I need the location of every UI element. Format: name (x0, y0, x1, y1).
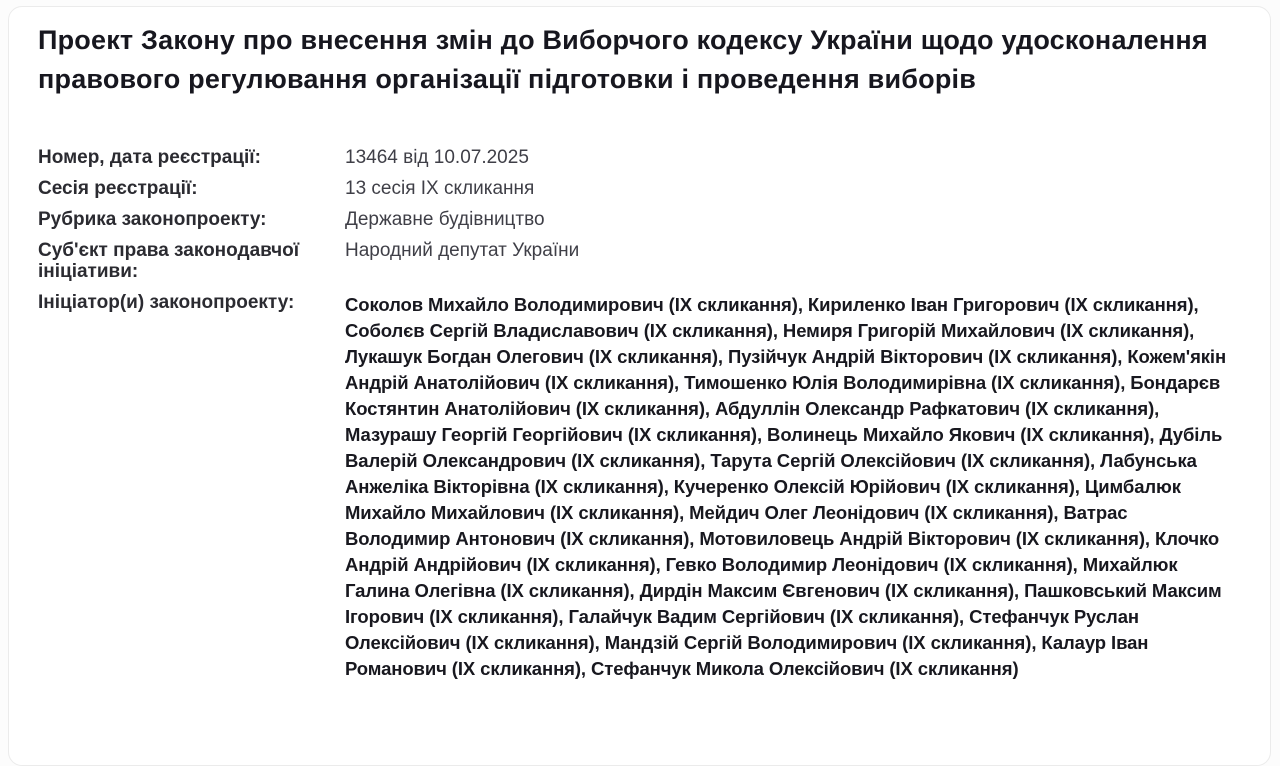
detail-label-rubric: Рубрика законопроекту: (38, 209, 267, 230)
detail-label-initiative-subject: Суб'єкт права законодавчої ініціативи: (38, 240, 300, 282)
detail-value-registration-number: 13464 від 10.07.2025 (345, 147, 529, 168)
detail-label-registration-session: Сесія реєстрації: (38, 178, 198, 199)
bill-detail-card (8, 6, 1271, 766)
initiators-list[interactable]: Соколов Михайло Володимирович (ІХ скликання), Кириленко Іван Григорович (ІХ скликання), Соболєв Сергій Владиславович (ІХ скликання), Немиря Григорій Михайлович (ІХ скликання), Лукашук Богдан Олегович (ІХ скликання), Пузійчук Андрій Вікторович (ІХ скликання), Кожем'якін Андрій Анатолійович (ІХ скликання), Тимошенко Юлія Володимирівна (ІХ скликання), Бондарєв Костянтин Анатолійович (ІХ скликання), Абдуллін Олександр Рафкатович (ІХ скликання), Мазурашу Георгій Георгійович (ІХ скликання), Волинець Михайло Якович (ІХ скликання), Дубіль Валерій Олександрович (ІХ скликання), Тарута Сергій Олексійович (ІХ скликання), Лабунська Анжеліка Вікторівна (ІХ скликання), Кучеренко Олексій Юрійович (ІХ скликання), Цимбалюк Михайло Михайлович (ІХ скликання), Мейдич Олег Леонідович (ІХ скликання), Ватрас Володимир Антонович (ІХ скликання), Мотовиловець Андрій Вікторович (ІХ скликання), Клочко Андрій Андрійович (ІХ скликання), Гевко Володимир Леонідович (ІХ скликання), Михайлюк Галина Олегівна (ІХ скликання), Дирдін Максим Євгенович (ІХ скликання), Пашковський Максим Ігорович (ІХ скликання), Галайчук Вадим Сергійович (ІХ скликання), Стефанчук Руслан Олексійович (ІХ скликання), Мандзій Сергій Володимирович (ІХ скликання), Калаур Іван Романович (ІХ скликання), Стефанчук Микола Олексійович (ІХ скликання) (345, 294, 1227, 679)
bill-details-table (38, 147, 1232, 682)
detail-value-rubric: Державне будівництво (345, 209, 545, 230)
detail-label-initiators: Ініціатор(и) законопроекту: (38, 292, 295, 313)
detail-value-initiative-subject: Народний депутат України (345, 240, 580, 261)
detail-label-registration-number: Номер, дата реєстрації: (38, 147, 261, 168)
detail-value-registration-session: 13 сесія ІХ скликання (345, 178, 535, 199)
bill-title: Проект Закону про внесення змін до Виборчого кодексу України щодо удосконалення правового регулювання організації підготовки і проведення виборів (38, 25, 1208, 94)
